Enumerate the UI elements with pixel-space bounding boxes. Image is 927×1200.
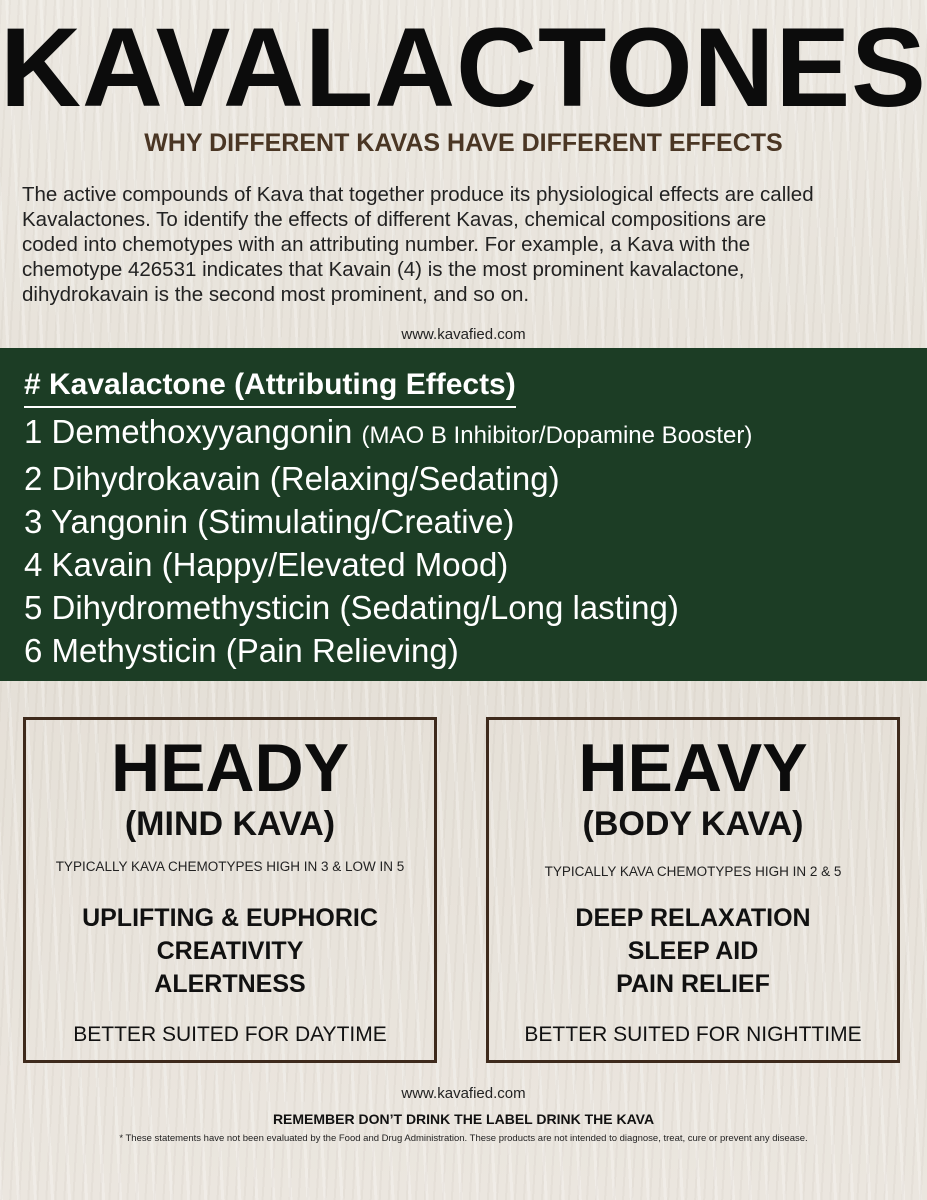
kavalactone-item	[24, 543, 752, 586]
kavalactone-effect: (Pain Relieving)	[225, 632, 459, 669]
page-title: KAVALACTONES	[0, 5, 927, 130]
kavalactone-item	[24, 586, 752, 629]
kavalactone-name: 6 Methysticin	[24, 632, 217, 669]
kavalactone-item	[24, 410, 752, 457]
heavy-effects-list	[489, 902, 897, 1001]
heavy-effect: SLEEP AID	[627, 937, 759, 965]
kavalactone-effect: (Happy/Elevated Mood)	[161, 546, 509, 583]
website-url-top: www.kavafied.com	[401, 326, 526, 343]
kavalactone-panel	[0, 348, 927, 681]
reminder-text: REMEMBER DON’T DRINK THE LABEL DRINK THE KAVA	[272, 1111, 655, 1127]
heady-effects-list	[26, 902, 434, 1001]
heavy-effect: DEEP RELAXATION	[575, 904, 811, 932]
heady-effect: UPLIFTING & EUPHORIC	[82, 904, 378, 932]
kavalactone-item	[24, 629, 752, 672]
heady-effect: ALERTNESS	[154, 970, 306, 998]
kavalactone-effect: (Sedating/Long lasting)	[339, 589, 679, 626]
heavy-box	[486, 717, 900, 1063]
kavalactone-list	[24, 410, 752, 672]
kavalactone-item	[24, 457, 752, 500]
kavalactone-name: 5 Dihydromethysticin	[24, 589, 331, 626]
intro-line: dihydrokavain is the second most prominent, and so on.	[22, 283, 530, 306]
kavalactone-name: 4 Kavain	[24, 546, 153, 583]
fda-disclaimer: * These statements have not been evaluated by the Food and Drug Administration. These products are not intended to diagnose, treat, cure or prevent any disease.	[119, 1133, 808, 1144]
heavy-effect: PAIN RELIEF	[616, 970, 770, 998]
heavy-title: HEAVY	[578, 730, 808, 806]
kavalactone-effect: (MAO B Inhibitor/Dopamine Booster)	[361, 422, 753, 449]
heady-chemotype-note: TYPICALLY KAVA CHEMOTYPES HIGH IN 3 & LOW IN 5	[55, 859, 405, 874]
kavalactone-effect: (Stimulating/Creative)	[197, 503, 515, 540]
heady-box	[23, 717, 437, 1063]
heavy-subtitle: (BODY KAVA)	[582, 805, 804, 843]
kavalactone-effect: (Relaxing/Sedating)	[269, 460, 560, 497]
heady-effect: CREATIVITY	[156, 937, 304, 965]
heady-title: HEADY	[110, 730, 350, 806]
page-subtitle: WHY DIFFERENT KAVAS HAVE DIFFERENT EFFECTS	[144, 129, 783, 157]
heady-subtitle: (MIND KAVA)	[124, 805, 336, 843]
kavalactone-name: 2 Dihydrokavain	[24, 460, 261, 497]
kavalactone-list-header: # Kavalactone (Attributing Effects)	[24, 366, 516, 408]
intro-line: The active compounds of Kava that together produce its physiological effects are called	[22, 183, 814, 206]
heavy-footer: BETTER SUITED FOR NIGHTTIME	[524, 1023, 862, 1046]
heavy-chemotype-note: TYPICALLY KAVA CHEMOTYPES HIGH IN 2 & 5	[544, 864, 842, 879]
kavalactone-name: 1 Demethoxyyangonin	[24, 413, 353, 450]
website-url-bottom: www.kavafied.com	[401, 1085, 526, 1102]
intro-line: chemotype 426531 indicates that Kavain (4) is the most prominent kavalactone,	[22, 258, 745, 281]
heady-footer: BETTER SUITED FOR DAYTIME	[73, 1023, 387, 1046]
intro-line: coded into chemotypes with an attributing number. For example, a Kava with the	[22, 233, 751, 256]
kavalactone-name: 3 Yangonin	[24, 503, 188, 540]
intro-paragraph	[22, 182, 912, 307]
kavalactone-item	[24, 500, 752, 543]
intro-line: Kavalactones. To identify the effects of different Kavas, chemical compositions are	[22, 208, 767, 231]
